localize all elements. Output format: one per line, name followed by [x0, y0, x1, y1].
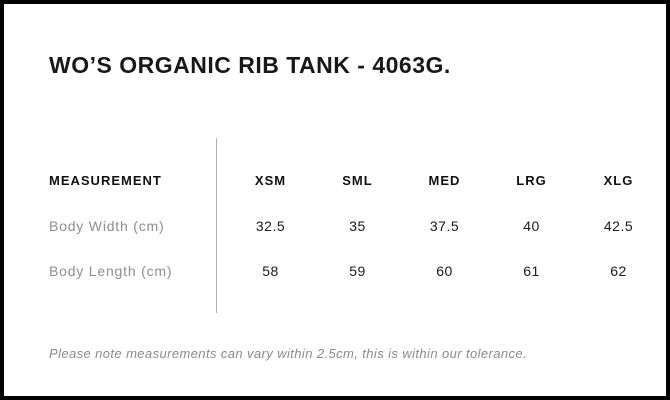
size-header-med: MED: [428, 173, 461, 188]
size-header-lrg: LRG: [516, 173, 547, 188]
size-table: [49, 158, 662, 293]
product-title: WO’S ORGANIC RIB TANK - 4063G.: [49, 52, 451, 78]
row-label-body-width: Body Width (cm): [49, 217, 165, 234]
size-header-sml: SML: [342, 173, 373, 188]
tolerance-note: Please note measurements can vary within 2.5cm, this is within our tolerance.: [49, 346, 528, 361]
body-width-med-value: 37.5: [429, 217, 460, 234]
body-width-sml-value: 35: [349, 217, 366, 234]
body-length-xlg-value: 62: [610, 262, 627, 279]
body-width-xlg-value: 42.5: [603, 217, 634, 234]
body-length-sml-value: 59: [349, 262, 366, 279]
size-header-xlg: XLG: [603, 173, 634, 188]
row-label-body-length: Body Length (cm): [49, 262, 173, 279]
body-length-lrg-value: 61: [523, 262, 540, 279]
body-width-xsm-value: 32.5: [255, 217, 286, 234]
measurement-column-header: MEASUREMENT: [49, 173, 162, 188]
body-length-med-value: 60: [436, 262, 453, 279]
body-length-xsm-value: 58: [262, 262, 279, 279]
body-width-lrg-value: 40: [523, 217, 540, 234]
size-header-xsm: XSM: [254, 173, 287, 188]
